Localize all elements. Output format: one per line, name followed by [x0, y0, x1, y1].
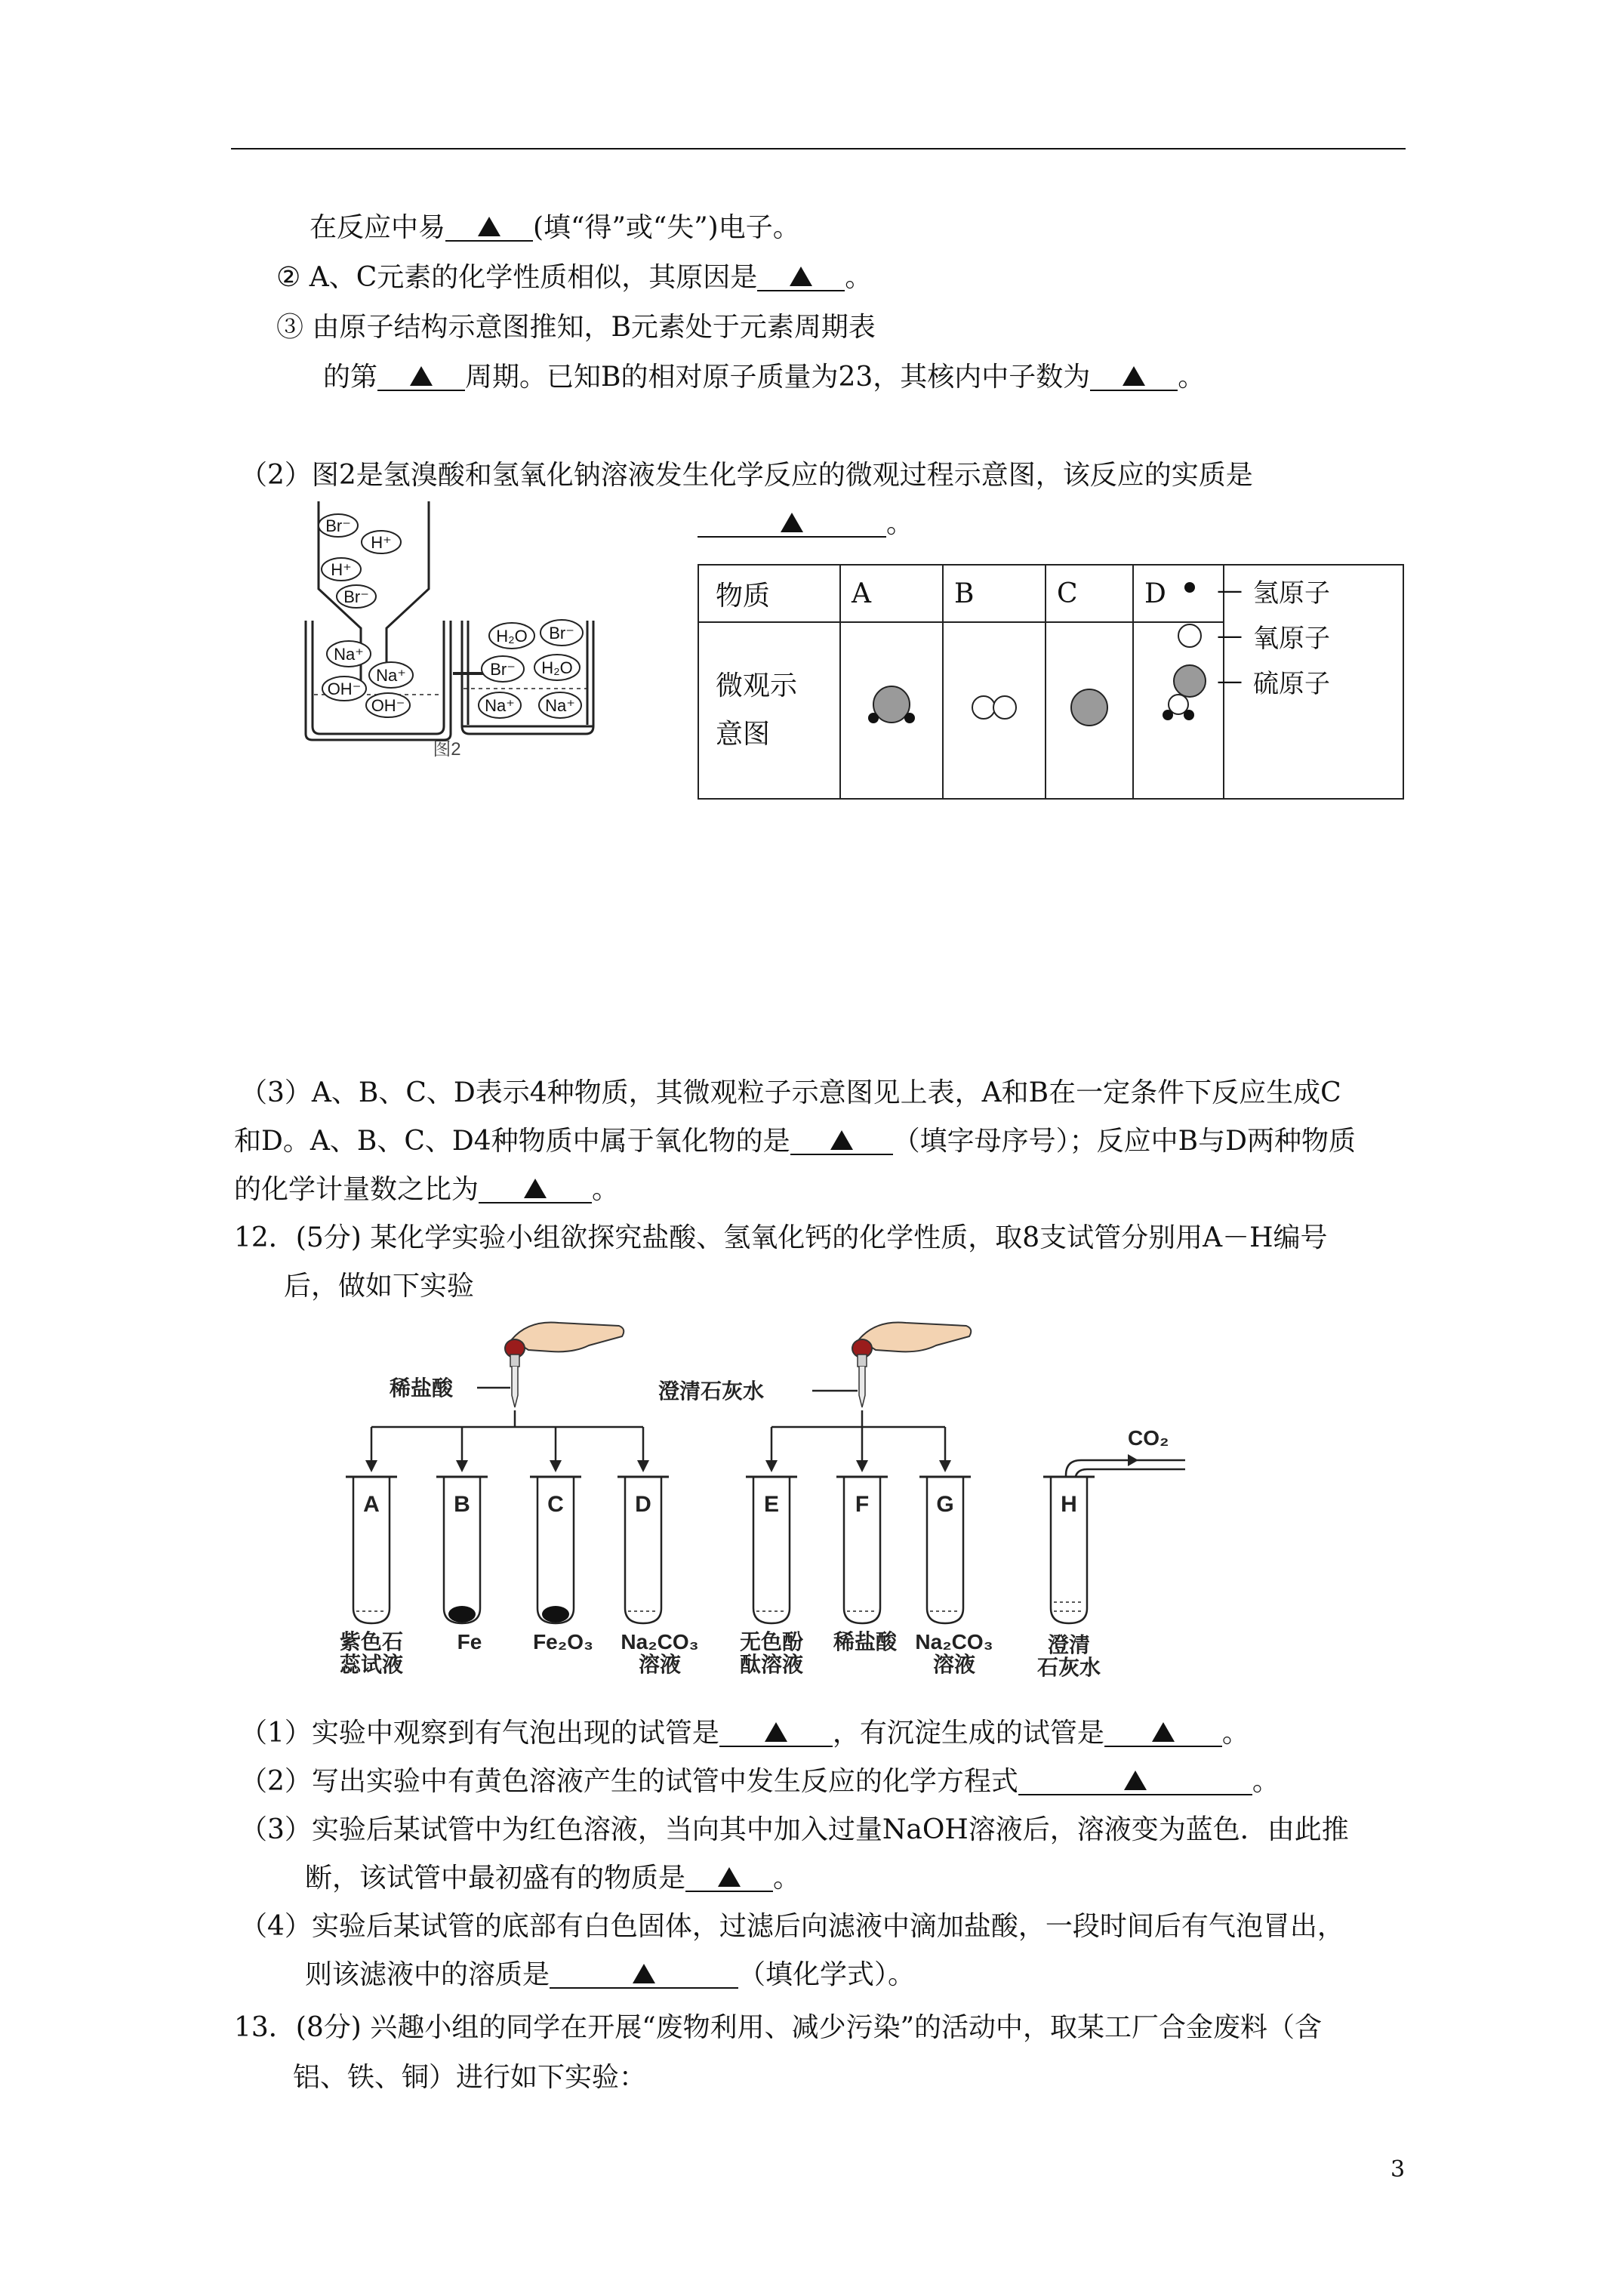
q12-sub-3-line-2: 断，该试管中最初盛有的物质是 。: [305, 1863, 801, 1894]
ion-label: Na⁺: [334, 645, 364, 664]
table-header-cell: A: [840, 565, 943, 622]
q1-line-1: 在反应中易 (填“得”或“失”)电子。: [310, 212, 800, 243]
q3-line-1: （3）A、B、C、D表示4种物质，其微观粒子示意图见上表，A和B在一定条件下反应生成C: [240, 1077, 1341, 1108]
answer-blank[interactable]: [1018, 1767, 1252, 1795]
triangle-icon: [781, 513, 803, 532]
table-header-cell: C: [1046, 565, 1133, 622]
q12-sub-2: （2）写出实验中有黄色溶液产生的试管中发生反应的化学方程式 。: [240, 1766, 1280, 1797]
q2-line-1: （2）图2是氢溴酸和氢氧化钠溶液发生化学反应的微观过程示意图，该反应的实质是: [240, 460, 1253, 491]
atom-c-icon: [1046, 622, 1133, 799]
tube-letter: C: [547, 1492, 564, 1517]
triangle-icon: [1123, 366, 1145, 386]
tube-content: Na₂CO₃: [621, 1630, 699, 1653]
q12-sub-1: （1）实验中观察到有气泡出现的试管是 ，有沉淀生成的试管是 。: [240, 1718, 1249, 1749]
q12-sub-3-line-1: （3）实验后某试管中为红色溶液，当向其中加入过量NaOH溶液后，溶液变为蓝色．由此推: [240, 1814, 1349, 1845]
tube-content: 紫色石: [339, 1630, 404, 1653]
answer-blank[interactable]: [685, 1863, 773, 1892]
reagent-label-right: 澄清石灰水: [658, 1379, 765, 1403]
legend-item: — 氧原子: [1173, 613, 1330, 658]
q3-line-3: 的化学计量数之比为 。: [234, 1174, 620, 1205]
ion-label: Na⁺: [376, 666, 406, 685]
triangle-icon: [410, 366, 433, 386]
tube-letter: H: [1061, 1492, 1077, 1517]
answer-blank[interactable]: [1090, 362, 1178, 391]
q12-sub-4-line-2: 则该滤液中的溶质是 （填化学式）。: [305, 1959, 916, 1990]
ion-label: OH⁻: [327, 680, 362, 698]
triangle-icon: [790, 267, 812, 286]
triangle-icon: [524, 1179, 547, 1198]
molecule-a-icon: [840, 622, 943, 799]
ion-label: H⁺: [371, 533, 392, 552]
legend-item: — 氢原子: [1173, 568, 1330, 613]
answer-blank[interactable]: [719, 1718, 833, 1747]
tube-content: 石灰水: [1036, 1656, 1101, 1679]
tube-content: 溶液: [932, 1653, 976, 1676]
tube-content: Fe: [457, 1630, 482, 1653]
tube-content: 澄清: [1047, 1633, 1091, 1657]
ion-label: Na⁺: [485, 696, 515, 715]
tube-letter: B: [454, 1492, 470, 1517]
triangle-icon: [830, 1130, 853, 1150]
q13-line-1: 13．(8分) 兴趣小组的同学在开展“废物利用、减少污染”的活动中，取某工厂合金废料（含: [234, 2012, 1323, 2043]
answer-blank[interactable]: [550, 1960, 738, 1989]
answer-blank[interactable]: [698, 509, 886, 538]
q12-line-2: 后，做如下实验: [284, 1271, 475, 1302]
q1-line-2: ② A、C元素的化学性质相似，其原因是 。: [276, 262, 873, 293]
answer-blank[interactable]: [479, 1175, 592, 1203]
tube-content: 溶液: [638, 1653, 682, 1676]
q12-sub-4-line-1: （4）实验后某试管的底部有白色固体，过滤后向滤液中滴加盐酸，一段时间后有气泡冒出，: [240, 1911, 1344, 1942]
q3-line-2: 和D。A、B、C、D4种物质中属于氧化物的是 （填字母序号）；反应中B与D两种物质: [234, 1126, 1356, 1157]
table-row-label: 微观示 意图: [698, 622, 840, 799]
figure-caption: 图2: [433, 739, 461, 760]
triangle-icon: [718, 1867, 741, 1887]
hand-dropper-right: [852, 1322, 971, 1407]
table-header-cell: B: [943, 565, 1046, 622]
triangle-icon: [1124, 1771, 1147, 1790]
ion-label: OH⁻: [371, 696, 405, 715]
hand-dropper-left: [505, 1322, 624, 1407]
ion-label: Na⁺: [545, 696, 575, 715]
header-rule: [231, 148, 1406, 149]
q1-line-3: ③ 由原子结构示意图推知，B元素处于元素周期表: [276, 312, 876, 343]
tube-content: 酞溶液: [739, 1653, 804, 1676]
triangle-icon: [1152, 1722, 1175, 1742]
legend-item: — 硫原子: [1173, 658, 1330, 704]
reagent-label-left: 稀盐酸: [390, 1376, 454, 1400]
answer-blank[interactable]: [757, 263, 845, 291]
tube-content: Na₂CO₃: [915, 1630, 993, 1653]
answer-blank[interactable]: [445, 213, 533, 242]
molecule-b-icon: [943, 622, 1046, 799]
tube-letter: A: [363, 1492, 380, 1517]
q2-line-2: 。: [698, 510, 913, 539]
triangle-icon: [478, 217, 500, 236]
ion-label: Br⁻: [343, 587, 369, 606]
legend: [1173, 568, 1330, 704]
ion-label: Br⁻: [490, 660, 516, 679]
hollow-circle-icon: [1173, 621, 1206, 651]
tube-letter: E: [763, 1492, 780, 1517]
ion-label: H⁺: [331, 560, 352, 579]
page-number: 3: [1390, 2156, 1406, 2183]
ion-label: Br⁻: [549, 624, 574, 643]
triangle-icon: [765, 1722, 787, 1742]
table-header-cell: D: [1133, 565, 1224, 622]
figure-2-reaction-diagram: [302, 500, 619, 772]
table-header-cell: 物质: [698, 565, 840, 622]
experiment-figure: [302, 1306, 1223, 1684]
triangle-icon: [633, 1964, 655, 1983]
tube-content: 蕊试液: [339, 1653, 404, 1676]
q1-line-4: 的第 周期。已知B的相对原子质量为23，其核内中子数为 。: [323, 362, 1206, 393]
small-black-dot-icon: [1173, 575, 1206, 606]
tube-letter: D: [635, 1492, 651, 1517]
answer-blank[interactable]: [790, 1126, 893, 1155]
tube-content: 稀盐酸: [833, 1630, 898, 1653]
gas-label: CO₂: [1128, 1426, 1169, 1450]
tube-content: Fe₂O₃: [533, 1630, 593, 1653]
tube-content: 无色酚: [739, 1630, 804, 1653]
molecule-label: H₂O: [496, 627, 528, 646]
molecule-label: H₂O: [541, 658, 573, 677]
q12-line-1: 12．(5分) 某化学实验小组欲探究盐酸、氢氧化钙的化学性质，取8支试管分别用A－H编号: [234, 1222, 1328, 1253]
tube-letter: F: [855, 1492, 870, 1517]
q13-line-2: 铝、铁、铜）进行如下实验：: [293, 2062, 647, 2093]
gray-circle-icon: [1173, 663, 1206, 699]
ion-label: Br⁻: [325, 516, 351, 535]
particle-table: [698, 564, 1224, 800]
answer-blank[interactable]: [377, 362, 465, 391]
answer-blank[interactable]: [1104, 1718, 1222, 1747]
tube-letter: G: [936, 1492, 954, 1517]
